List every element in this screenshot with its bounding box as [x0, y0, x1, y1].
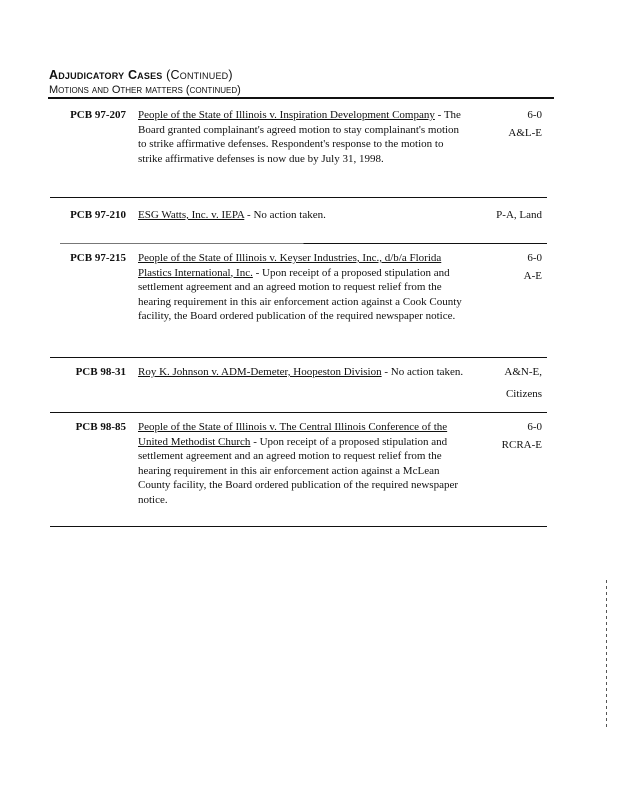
- case-title: Roy K. Johnson v. ADM-Demeter, Hoopeston Division: [138, 366, 382, 378]
- case-text: - Upon receipt of a proposed stipulation and settlement agreement and an agreed motion to request relief from the hearing requirement in this air enforcement action against a McLean County facility, the Board ordered publication of the required newspaper notice.: [138, 435, 459, 506]
- case-description: [138, 108, 470, 166]
- case-title: People of the State of Illinois v. The Central Illinois Conference of the United Methodist Church: [138, 421, 448, 448]
- case-meta: [462, 420, 542, 455]
- section-subtitle: Motions and Other matters (continued): [49, 84, 241, 96]
- case-meta: [462, 365, 542, 404]
- case-number: PCB 97-207: [70, 109, 126, 121]
- case-type: A&L-E: [508, 126, 542, 139]
- case-description: [138, 208, 470, 223]
- row-divider: [50, 526, 547, 527]
- case-type: A-E: [523, 269, 542, 282]
- case-number: PCB 97-215: [70, 252, 126, 264]
- case-title: People of the State of Illinois v. Inspiration Development Company: [138, 109, 435, 121]
- case-text: - No action taken.: [244, 209, 326, 221]
- scan-artifact: [606, 580, 607, 730]
- row-divider: [50, 412, 547, 413]
- case-text: - No action taken.: [381, 366, 464, 378]
- case-description: [138, 365, 470, 380]
- header-divider: [48, 97, 554, 99]
- case-description: [138, 420, 470, 507]
- case-meta: [462, 208, 542, 226]
- case-meta: [462, 251, 542, 286]
- case-title: People of the State of Illinois v. Keyser Industries, Inc., d/b/a Florida Plastics International, Inc.: [138, 252, 442, 279]
- row-divider: [50, 197, 547, 198]
- case-text: - The Board granted complainant's agreed motion to stay complainant's motion to strike affirmative defenses. Respondent's response to the motion to strike affirmative defenses is now due by July 31, 1998.: [138, 109, 461, 165]
- case-vote: A&N-E,: [504, 366, 542, 378]
- row-divider: [60, 243, 547, 244]
- case-type: Citizens: [505, 387, 542, 400]
- title-suffix: (Continued): [166, 68, 233, 82]
- title-text: Adjudicatory Cases: [49, 68, 163, 82]
- case-number: PCB 98-85: [75, 421, 126, 433]
- case-vote: 6-0: [527, 252, 542, 264]
- case-text: - Upon receipt of a proposed stipulation and settlement agreement and an agreed motion to request relief from the hearing requirement in this air enforcement action against a Cook County facility, the Board ordered publication of the required newspaper notice.: [138, 266, 462, 322]
- case-number: PCB 97-210: [70, 209, 126, 221]
- case-type: P-A, Land: [496, 209, 542, 221]
- case-meta: [462, 108, 542, 143]
- case-vote: 6-0: [527, 109, 542, 121]
- case-number: PCB 98-31: [75, 366, 126, 378]
- section-title: [49, 68, 233, 82]
- case-type: RCRA-E: [501, 438, 542, 451]
- case-vote: 6-0: [527, 421, 542, 433]
- case-description: [138, 251, 470, 324]
- row-divider: [50, 357, 547, 358]
- case-title: ESG Watts, Inc. v. IEPA: [138, 209, 245, 221]
